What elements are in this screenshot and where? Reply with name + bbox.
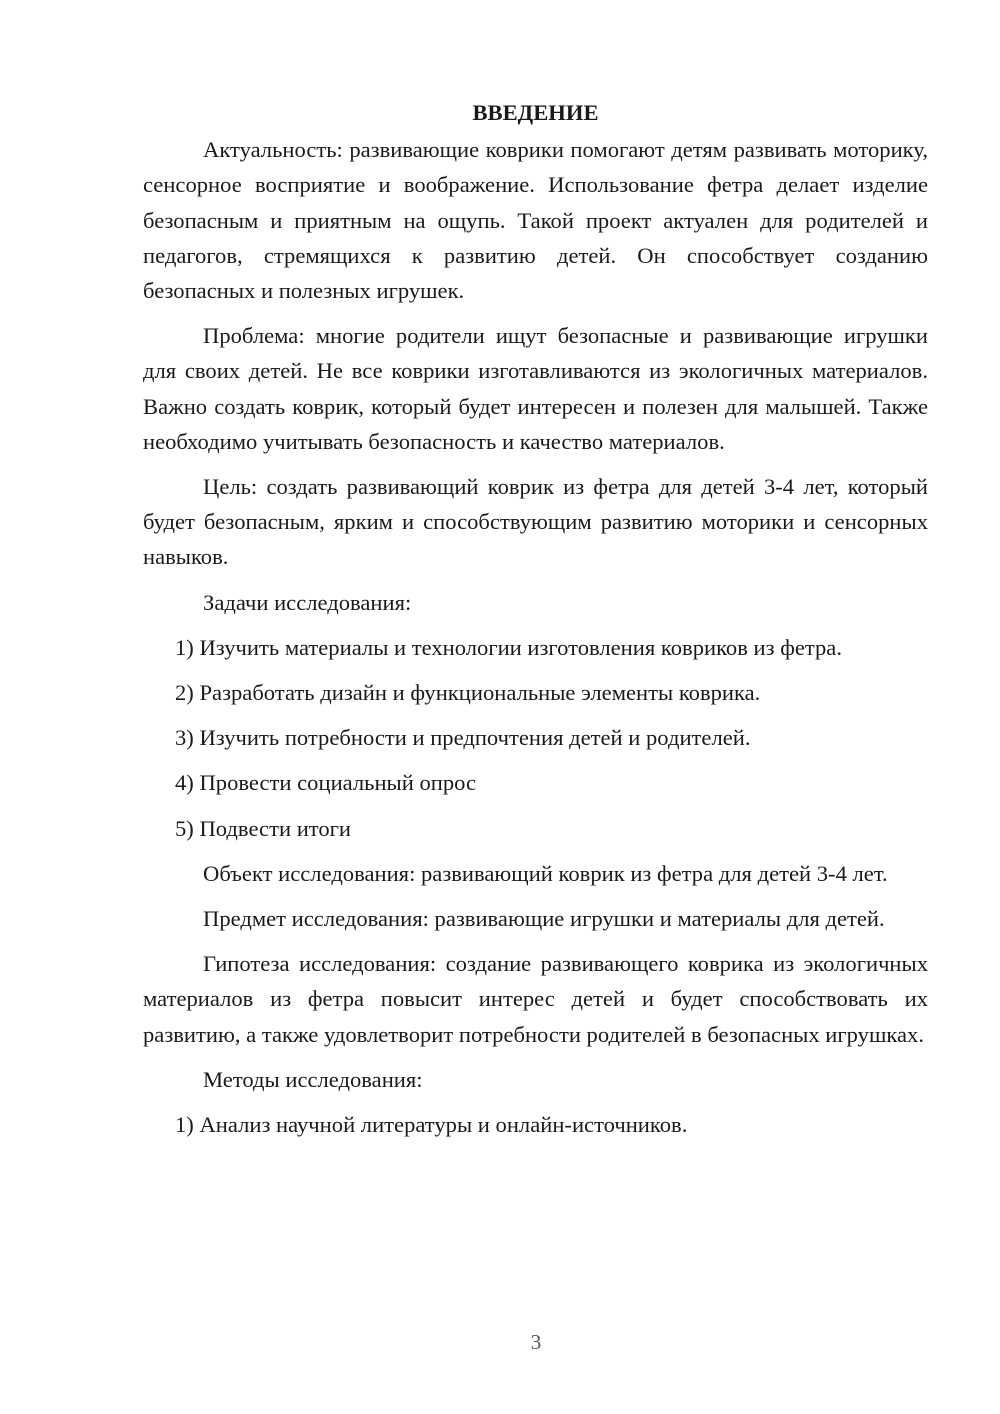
page-title: ВВЕДЕНИЕ (472, 100, 599, 125)
problem-paragraph: Проблема: многие родители ищут безопасные и развивающие игрушки для своих детей. Не все коврики изготавливаются из экологичных материалов. Важно создать коврик, который будет интересен и полезен для малышей. Также необходимо учитывать безопасность и качество материалов. (143, 323, 928, 454)
document-page (143, 95, 928, 1152)
goal-paragraph: Цель: создать развивающий коврик из фетра для детей 3-4 лет, который будет безопасным, ярким и способствующим развитию моторики и сенсорных навыков. (143, 474, 928, 570)
relevance-paragraph: Актуальность: развивающие коврики помогают детям развивать моторику, сенсорное восприятие и воображение. Использование фетра делает изделие безопасным и приятным на ощупь. Такой проект актуален для родителей и педагогов, стремящихся к развитию детей. Он способствует созданию безопасных и полезных игрушек. (143, 137, 928, 304)
subject-paragraph: Предмет исследования: развивающие игрушки и материалы для детей. (203, 906, 885, 932)
tasks-list (143, 630, 928, 846)
list-item: 2) Разработать дизайн и функциональные элементы коврика. (175, 680, 761, 706)
list-item: 1) Анализ научной литературы и онлайн-источников. (175, 1112, 688, 1138)
tasks-heading: Задачи исследования: (203, 589, 412, 615)
list-item: 5) Подвести итоги (175, 815, 352, 841)
list-item: 1) Изучить материалы и технологии изготовления ковриков из фетра. (175, 634, 842, 660)
list-item: 3) Изучить потребности и предпочтения детей и родителей. (175, 725, 751, 751)
methods-heading: Методы исследования: (203, 1066, 423, 1092)
object-paragraph: Объект исследования: развивающий коврик из фетра для детей 3-4 лет. (203, 860, 888, 886)
page-number: 3 (530, 1330, 542, 1354)
methods-list (143, 1107, 928, 1142)
hypothesis-paragraph: Гипотеза исследования: создание развивающего коврика из экологичных материалов из фетра повысит интерес детей и будет способствовать их развитию, а также удовлетворит потребности родителей в безопасных игрушках. (143, 951, 928, 1047)
list-item: 4) Провести социальный опрос (175, 770, 477, 796)
